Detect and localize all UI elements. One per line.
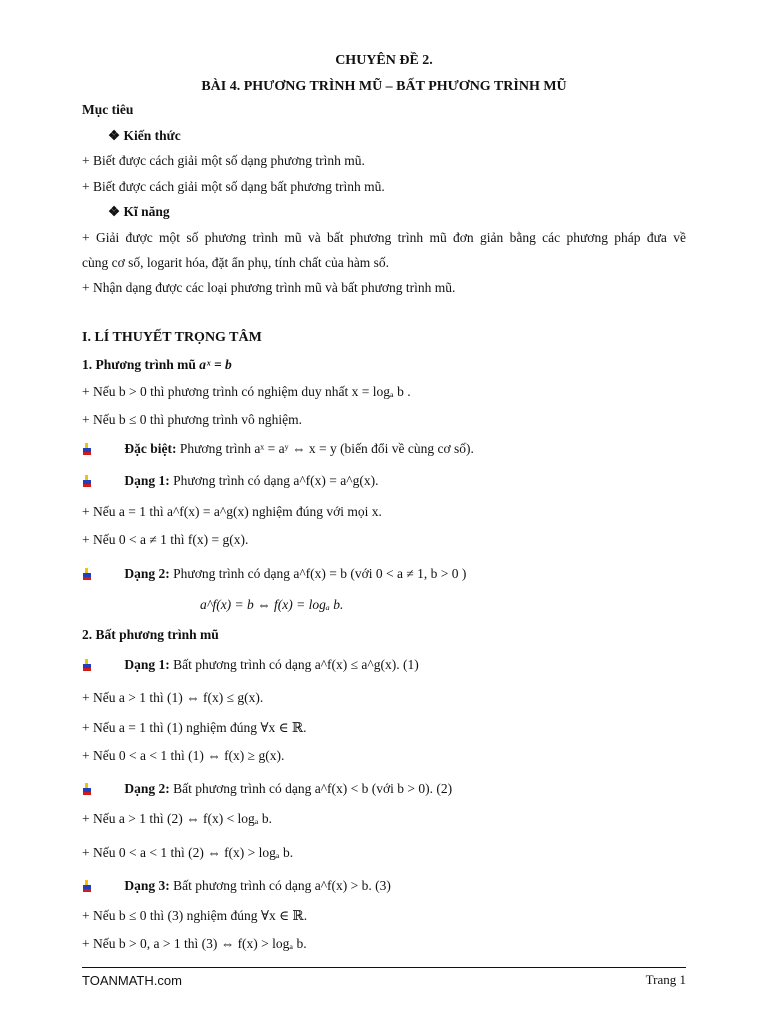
rule-line: + Nếu b > 0 thì phương trình có nghiệm duy nhất x = logₐ b . xyxy=(82,384,411,399)
rule-line: + Nếu 0 < a < 1 thì (2) ⇔ f(x) > logₐ b. xyxy=(82,845,294,860)
rule-line: + Nếu a = 1 thì (1) nghiệm đúng ∀x ∈ ℝ. xyxy=(82,720,307,735)
rule-line: + Nếu 0 < a < 1 thì (1) ⇔ f(x) ≥ g(x). xyxy=(82,748,285,763)
form-1: Dạng 1: Phương trình có dạng a^f(x) = a^g(x). xyxy=(82,473,378,489)
form-2: Dạng 2: Phương trình có dạng a^f(x) = b (với 0 < a ≠ 1, b > 0 ) xyxy=(82,566,466,582)
inequality-form-2: Dạng 2: Bất phương trình có dạng a^f(x) < b (với b > 0). (2) xyxy=(82,781,452,797)
lesson-title: BÀI 4. PHƯƠNG TRÌNH MŨ – BẤT PHƯƠNG TRÌNH MŨ xyxy=(201,79,567,94)
theory-heading: I. LÍ THUYẾT TRỌNG TÂM xyxy=(82,330,262,345)
skill-item-line: + Giải được một số phương trình mũ và bất phương trình mũ đơn giản bằng các phương pháp đưa về xyxy=(82,230,686,245)
hand-pointer-icon xyxy=(82,443,93,455)
rule-line: + Nếu a > 1 thì (1) ⇔ f(x) ≤ g(x). xyxy=(82,690,264,705)
hand-pointer-icon xyxy=(82,783,93,795)
hand-pointer-icon xyxy=(82,475,93,487)
topic-title: CHUYÊN ĐỀ 2. xyxy=(335,53,433,68)
skill-item: + Nhận dạng được các loại phương trình mũ và bất phương trình mũ. xyxy=(82,280,456,295)
inequality-form-1: Dạng 1: Bất phương trình có dạng a^f(x) ≤ a^g(x). (1) xyxy=(82,657,419,673)
diamond-bullet-icon: ❖ xyxy=(108,128,124,143)
footer-site: TOANMATH.com xyxy=(82,973,182,988)
rule-line: + Nếu a = 1 thì a^f(x) = a^g(x) nghiệm đúng với mọi x. xyxy=(82,504,382,519)
footer-page-number: Trang 1 xyxy=(645,972,686,987)
inequality-form-3: Dạng 3: Bất phương trình có dạng a^f(x) > b. (3) xyxy=(82,878,391,894)
section-2-heading: 2. Bất phương trình mũ xyxy=(82,627,219,642)
footer-divider xyxy=(82,967,686,968)
hand-pointer-icon xyxy=(82,568,93,580)
skills-heading: ❖ Kĩ năng xyxy=(108,204,170,219)
goals-heading: Mục tiêu xyxy=(82,102,134,117)
rule-line: + Nếu b ≤ 0 thì (3) nghiệm đúng ∀x ∈ ℝ. xyxy=(82,908,308,923)
special-case: Đặc biệt: Phương trình aˣ = aʸ ⇔ x = y (biến đổi về cùng cơ số). xyxy=(82,441,474,457)
skill-item-line: cùng cơ số, logarit hóa, đặt ẩn phụ, tính chất của hàm số. xyxy=(82,255,390,270)
knowledge-heading: ❖ Kiến thức xyxy=(108,128,181,143)
rule-line: + Nếu b ≤ 0 thì phương trình vô nghiệm. xyxy=(82,412,302,427)
section-1-equation: aˣ = b xyxy=(199,357,232,372)
diamond-bullet-icon: ❖ xyxy=(108,204,124,219)
rule-line: + Nếu 0 < a ≠ 1 thì f(x) = g(x). xyxy=(82,532,249,547)
hand-pointer-icon xyxy=(82,659,93,671)
rule-line: + Nếu b > 0, a > 1 thì (3) ⇔ f(x) > logₐ b. xyxy=(82,936,307,951)
knowledge-item: + Biết được cách giải một số dạng bất phương trình mũ. xyxy=(82,179,385,194)
hand-pointer-icon xyxy=(82,880,93,892)
knowledge-item: + Biết được cách giải một số dạng phương trình mũ. xyxy=(82,153,365,168)
rule-line: + Nếu a > 1 thì (2) ⇔ f(x) < logₐ b. xyxy=(82,811,272,826)
section-1-heading: 1. Phương trình mũ aˣ = b xyxy=(82,357,232,372)
form-2-equation: a^f(x) = b ⇔ f(x) = logₐ b. xyxy=(200,597,344,612)
